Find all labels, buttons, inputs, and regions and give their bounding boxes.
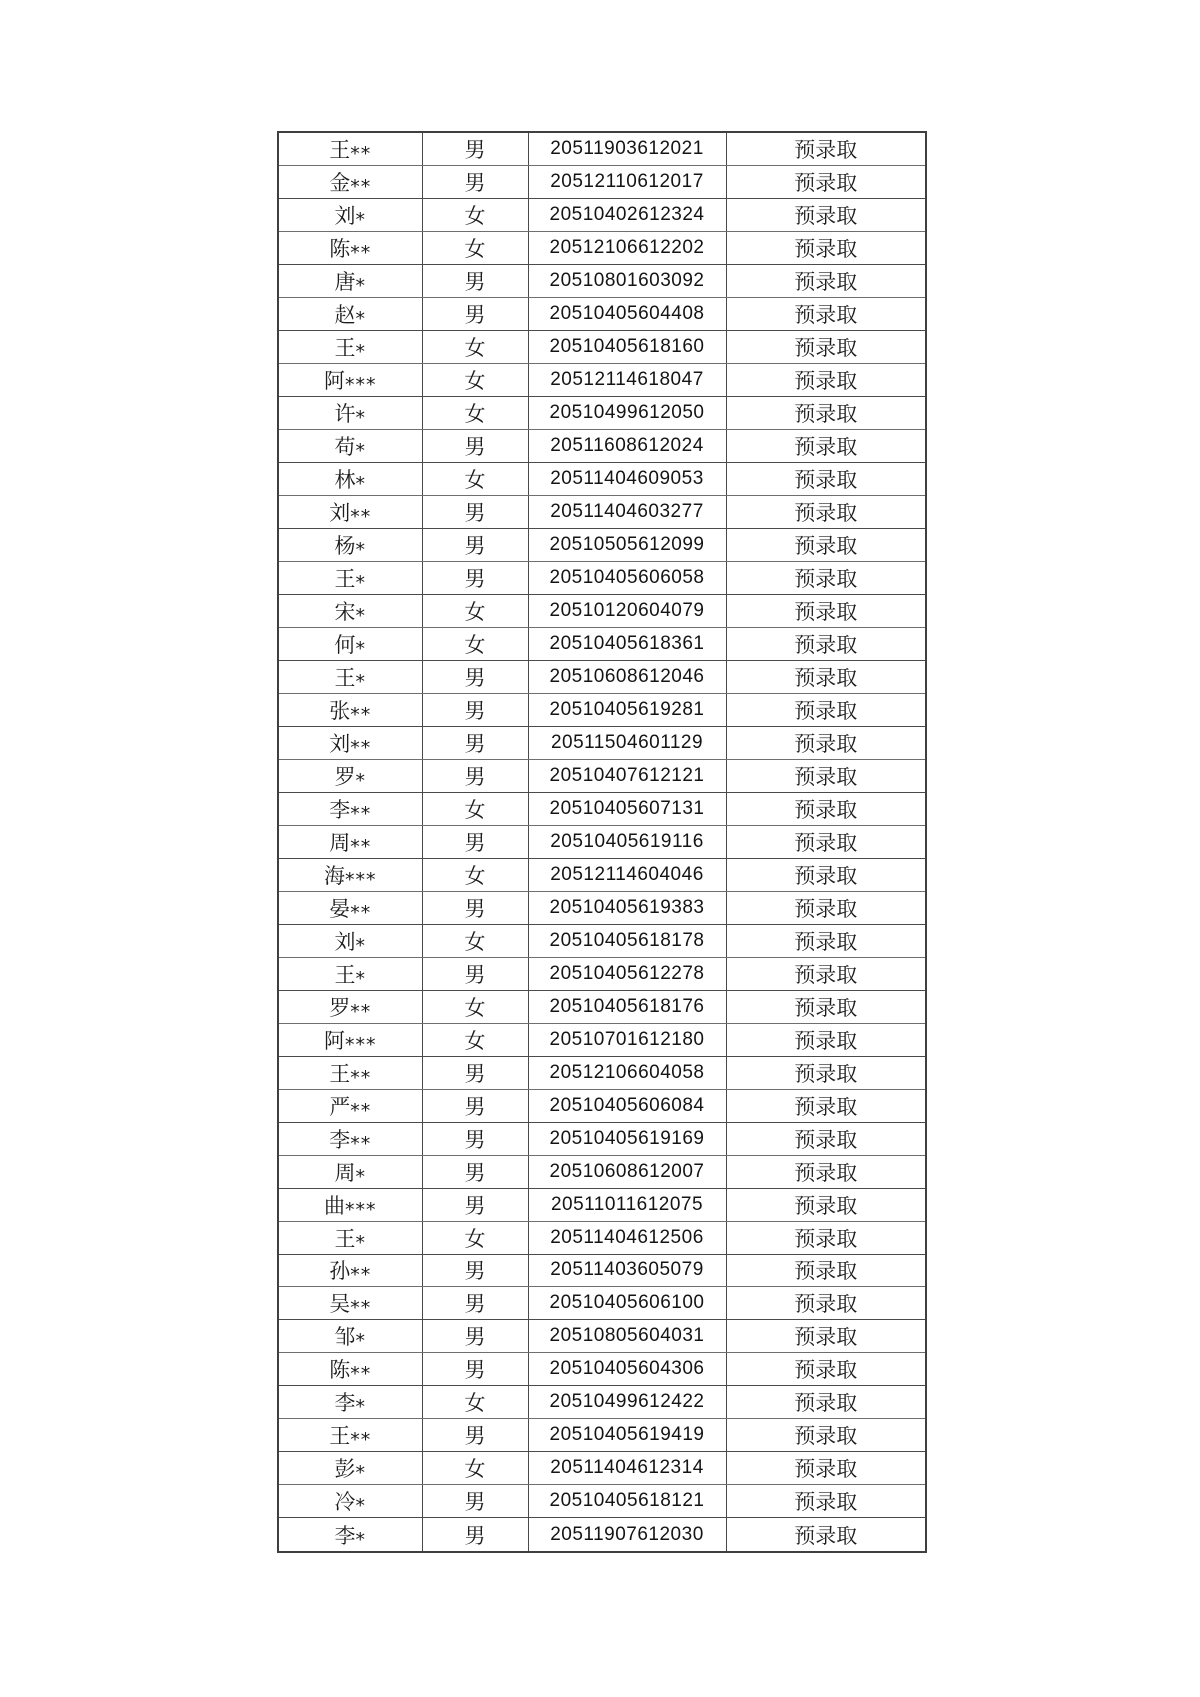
gender-cell: 男	[422, 693, 528, 726]
table-row	[278, 891, 926, 924]
candidate-number-cell: 20510801603092	[528, 264, 726, 297]
status-cell: 预录取	[726, 1485, 926, 1518]
status-cell: 预录取	[726, 1452, 926, 1485]
candidate-number-cell: 20510405607131	[528, 792, 726, 825]
name-cell: 刘*	[278, 924, 422, 957]
name-cell: 唐*	[278, 264, 422, 297]
candidate-number-cell: 20510405618178	[528, 924, 726, 957]
name-cell: 林*	[278, 462, 422, 495]
candidate-number-cell: 20510405619281	[528, 693, 726, 726]
table-row	[278, 990, 926, 1023]
table-row	[278, 1188, 926, 1221]
status-cell: 预录取	[726, 1254, 926, 1287]
table-row	[278, 726, 926, 759]
candidate-number-cell: 20511903612021	[528, 132, 726, 166]
table-row	[278, 363, 926, 396]
status-cell: 预录取	[726, 1320, 926, 1353]
gender-cell: 女	[422, 330, 528, 363]
candidate-number-cell: 20512114604046	[528, 858, 726, 891]
status-cell: 预录取	[726, 1155, 926, 1188]
name-cell: 海***	[278, 858, 422, 891]
status-cell: 预录取	[726, 495, 926, 528]
status-cell: 预录取	[726, 825, 926, 858]
gender-cell: 女	[422, 1221, 528, 1254]
gender-cell: 男	[422, 1089, 528, 1122]
candidate-number-cell: 20510505612099	[528, 528, 726, 561]
gender-cell: 男	[422, 1419, 528, 1452]
table-row	[278, 1485, 926, 1518]
status-cell: 预录取	[726, 627, 926, 660]
candidate-number-cell: 20510499612422	[528, 1386, 726, 1419]
name-cell: 金**	[278, 166, 422, 199]
status-cell: 预录取	[726, 891, 926, 924]
gender-cell: 女	[422, 792, 528, 825]
gender-cell: 男	[422, 1287, 528, 1320]
status-cell: 预录取	[726, 1419, 926, 1452]
name-cell: 王**	[278, 132, 422, 166]
gender-cell: 男	[422, 264, 528, 297]
candidate-number-cell: 20510405606084	[528, 1089, 726, 1122]
candidate-number-cell: 20510405604306	[528, 1353, 726, 1386]
gender-cell: 男	[422, 561, 528, 594]
status-cell: 预录取	[726, 693, 926, 726]
name-cell: 王*	[278, 330, 422, 363]
gender-cell: 女	[422, 858, 528, 891]
status-cell: 预录取	[726, 330, 926, 363]
status-cell: 预录取	[726, 1122, 926, 1155]
gender-cell: 女	[422, 924, 528, 957]
table-row	[278, 429, 926, 462]
gender-cell: 男	[422, 759, 528, 792]
candidate-number-cell: 20512106604058	[528, 1056, 726, 1089]
candidate-number-cell: 20510499612050	[528, 396, 726, 429]
table-row	[278, 825, 926, 858]
candidate-number-cell: 20511404609053	[528, 462, 726, 495]
table-row	[278, 957, 926, 990]
gender-cell: 男	[422, 1353, 528, 1386]
gender-cell: 女	[422, 594, 528, 627]
candidate-number-cell: 20510608612007	[528, 1155, 726, 1188]
name-cell: 邹*	[278, 1320, 422, 1353]
candidate-number-cell: 20511404612314	[528, 1452, 726, 1485]
gender-cell: 女	[422, 990, 528, 1023]
status-cell: 预录取	[726, 231, 926, 264]
status-cell: 预录取	[726, 660, 926, 693]
name-cell: 刘*	[278, 199, 422, 232]
candidate-number-cell: 20511403605079	[528, 1254, 726, 1287]
table-row	[278, 462, 926, 495]
name-cell: 王**	[278, 1419, 422, 1452]
candidate-number-cell: 20510120604079	[528, 594, 726, 627]
name-cell: 陈**	[278, 1353, 422, 1386]
candidate-number-cell: 20510405618121	[528, 1485, 726, 1518]
table-row	[278, 594, 926, 627]
name-cell: 孙**	[278, 1254, 422, 1287]
gender-cell: 男	[422, 957, 528, 990]
admission-list-table	[277, 131, 927, 1553]
name-cell: 李*	[278, 1386, 422, 1419]
status-cell: 预录取	[726, 1221, 926, 1254]
candidate-number-cell: 20510405619383	[528, 891, 726, 924]
name-cell: 李**	[278, 792, 422, 825]
status-cell: 预录取	[726, 1089, 926, 1122]
name-cell: 王*	[278, 561, 422, 594]
candidate-number-cell: 20510407612121	[528, 759, 726, 792]
status-cell: 预录取	[726, 132, 926, 166]
table-row	[278, 1320, 926, 1353]
gender-cell: 男	[422, 891, 528, 924]
candidate-number-cell: 20512110612017	[528, 166, 726, 199]
name-cell: 赵*	[278, 297, 422, 330]
table-row	[278, 858, 926, 891]
name-cell: 曲***	[278, 1188, 422, 1221]
status-cell: 预录取	[726, 957, 926, 990]
table-row	[278, 396, 926, 429]
name-cell: 阿***	[278, 363, 422, 396]
name-cell: 王*	[278, 957, 422, 990]
candidate-number-cell: 20510405618361	[528, 627, 726, 660]
candidate-number-cell: 20510405604408	[528, 297, 726, 330]
table-row	[278, 627, 926, 660]
gender-cell: 男	[422, 1155, 528, 1188]
status-cell: 预录取	[726, 1056, 926, 1089]
status-cell: 预录取	[726, 396, 926, 429]
table-row	[278, 1452, 926, 1485]
gender-cell: 男	[422, 1122, 528, 1155]
name-cell: 苟*	[278, 429, 422, 462]
candidate-number-cell: 20511404603277	[528, 495, 726, 528]
name-cell: 王**	[278, 1056, 422, 1089]
status-cell: 预录取	[726, 594, 926, 627]
status-cell: 预录取	[726, 792, 926, 825]
status-cell: 预录取	[726, 1287, 926, 1320]
status-cell: 预录取	[726, 462, 926, 495]
name-cell: 刘**	[278, 495, 422, 528]
candidate-number-cell: 20510405619169	[528, 1122, 726, 1155]
gender-cell: 女	[422, 199, 528, 232]
gender-cell: 女	[422, 1452, 528, 1485]
table-row	[278, 495, 926, 528]
name-cell: 彭*	[278, 1452, 422, 1485]
candidate-number-cell: 20511404612506	[528, 1221, 726, 1254]
table-body	[278, 132, 926, 1552]
name-cell: 李*	[278, 1518, 422, 1552]
name-cell: 吴**	[278, 1287, 422, 1320]
gender-cell: 女	[422, 396, 528, 429]
name-cell: 许*	[278, 396, 422, 429]
gender-cell: 女	[422, 363, 528, 396]
table-row	[278, 132, 926, 166]
gender-cell: 男	[422, 1056, 528, 1089]
table-row	[278, 924, 926, 957]
gender-cell: 男	[422, 132, 528, 166]
gender-cell: 男	[422, 297, 528, 330]
candidate-number-cell: 20510608612046	[528, 660, 726, 693]
table-row	[278, 264, 926, 297]
status-cell: 预录取	[726, 1518, 926, 1552]
gender-cell: 男	[422, 495, 528, 528]
status-cell: 预录取	[726, 990, 926, 1023]
table-row	[278, 199, 926, 232]
name-cell: 周*	[278, 1155, 422, 1188]
name-cell: 刘**	[278, 726, 422, 759]
candidate-number-cell: 20510405619116	[528, 825, 726, 858]
gender-cell: 女	[422, 1023, 528, 1056]
candidate-number-cell: 20510402612324	[528, 199, 726, 232]
gender-cell: 男	[422, 1254, 528, 1287]
table-row	[278, 1122, 926, 1155]
candidate-number-cell: 20510701612180	[528, 1023, 726, 1056]
name-cell: 宋*	[278, 594, 422, 627]
status-cell: 预录取	[726, 924, 926, 957]
candidate-number-cell: 20511011612075	[528, 1188, 726, 1221]
table-row	[278, 231, 926, 264]
table-row	[278, 1089, 926, 1122]
gender-cell: 男	[422, 1320, 528, 1353]
table-row	[278, 528, 926, 561]
table-row	[278, 1419, 926, 1452]
gender-cell: 女	[422, 231, 528, 264]
name-cell: 罗**	[278, 990, 422, 1023]
name-cell: 李**	[278, 1122, 422, 1155]
name-cell: 王*	[278, 660, 422, 693]
table-row	[278, 297, 926, 330]
table-row	[278, 1353, 926, 1386]
name-cell: 罗*	[278, 759, 422, 792]
table-row	[278, 693, 926, 726]
candidate-number-cell: 20511608612024	[528, 429, 726, 462]
name-cell: 阿***	[278, 1023, 422, 1056]
status-cell: 预录取	[726, 264, 926, 297]
candidate-number-cell: 20511504601129	[528, 726, 726, 759]
status-cell: 预录取	[726, 166, 926, 199]
candidate-number-cell: 20510805604031	[528, 1320, 726, 1353]
name-cell: 杨*	[278, 528, 422, 561]
name-cell: 王*	[278, 1221, 422, 1254]
candidate-number-cell: 20510405606058	[528, 561, 726, 594]
status-cell: 预录取	[726, 199, 926, 232]
status-cell: 预录取	[726, 561, 926, 594]
name-cell: 张**	[278, 693, 422, 726]
table-row	[278, 330, 926, 363]
table-row	[278, 1287, 926, 1320]
status-cell: 预录取	[726, 1386, 926, 1419]
table-row	[278, 166, 926, 199]
status-cell: 预录取	[726, 759, 926, 792]
table-row	[278, 1056, 926, 1089]
status-cell: 预录取	[726, 1023, 926, 1056]
name-cell: 周**	[278, 825, 422, 858]
candidate-number-cell: 20512114618047	[528, 363, 726, 396]
gender-cell: 男	[422, 429, 528, 462]
gender-cell: 男	[422, 1518, 528, 1552]
table-row	[278, 1155, 926, 1188]
status-cell: 预录取	[726, 363, 926, 396]
gender-cell: 男	[422, 825, 528, 858]
status-cell: 预录取	[726, 858, 926, 891]
name-cell: 陈**	[278, 231, 422, 264]
status-cell: 预录取	[726, 726, 926, 759]
name-cell: 严**	[278, 1089, 422, 1122]
table-row	[278, 1518, 926, 1552]
status-cell: 预录取	[726, 528, 926, 561]
table-row	[278, 660, 926, 693]
gender-cell: 男	[422, 166, 528, 199]
gender-cell: 男	[422, 726, 528, 759]
name-cell: 冷*	[278, 1485, 422, 1518]
candidate-number-cell: 20510405618176	[528, 990, 726, 1023]
gender-cell: 男	[422, 1188, 528, 1221]
candidate-number-cell: 20510405612278	[528, 957, 726, 990]
status-cell: 预录取	[726, 1353, 926, 1386]
gender-cell: 女	[422, 462, 528, 495]
table-row	[278, 561, 926, 594]
status-cell: 预录取	[726, 1188, 926, 1221]
table-row	[278, 1386, 926, 1419]
status-cell: 预录取	[726, 429, 926, 462]
table-row	[278, 759, 926, 792]
name-cell: 晏**	[278, 891, 422, 924]
gender-cell: 女	[422, 1386, 528, 1419]
gender-cell: 女	[422, 627, 528, 660]
gender-cell: 男	[422, 660, 528, 693]
name-cell: 何*	[278, 627, 422, 660]
table-row	[278, 792, 926, 825]
status-cell: 预录取	[726, 297, 926, 330]
candidate-number-cell: 20510405606100	[528, 1287, 726, 1320]
candidate-number-cell: 20510405619419	[528, 1419, 726, 1452]
candidate-number-cell: 20511907612030	[528, 1518, 726, 1552]
candidate-number-cell: 20512106612202	[528, 231, 726, 264]
candidate-number-cell: 20510405618160	[528, 330, 726, 363]
table-row	[278, 1221, 926, 1254]
gender-cell: 男	[422, 1485, 528, 1518]
table-row	[278, 1023, 926, 1056]
table-row	[278, 1254, 926, 1287]
gender-cell: 男	[422, 528, 528, 561]
